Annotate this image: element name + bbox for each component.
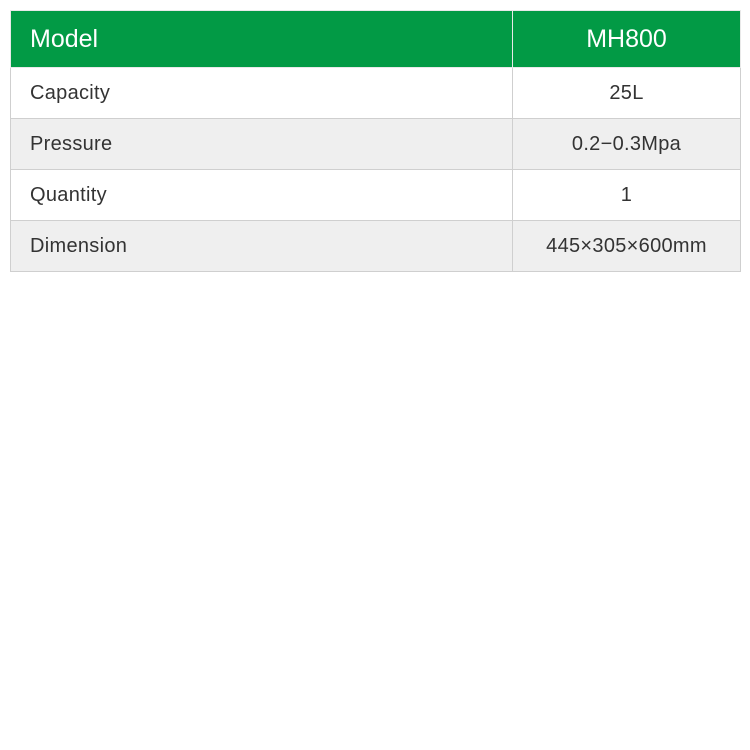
row-label: Quantity: [11, 170, 513, 221]
row-label: Capacity: [11, 68, 513, 119]
row-label: Pressure: [11, 119, 513, 170]
header-label: Model: [11, 11, 513, 68]
row-value: 1: [513, 170, 741, 221]
table-row-quantity: [11, 170, 741, 221]
row-value: 445×305×600mm: [513, 221, 741, 272]
spec-table: [10, 10, 741, 272]
table-row-pressure: [11, 119, 741, 170]
row-label: Dimension: [11, 221, 513, 272]
table-row-dimension: [11, 221, 741, 272]
header-model-value: MH800: [513, 11, 741, 68]
row-value: 0.2−0.3Mpa: [513, 119, 741, 170]
table-row-capacity: [11, 68, 741, 119]
table-header-row: [11, 11, 741, 68]
row-value: 25L: [513, 68, 741, 119]
